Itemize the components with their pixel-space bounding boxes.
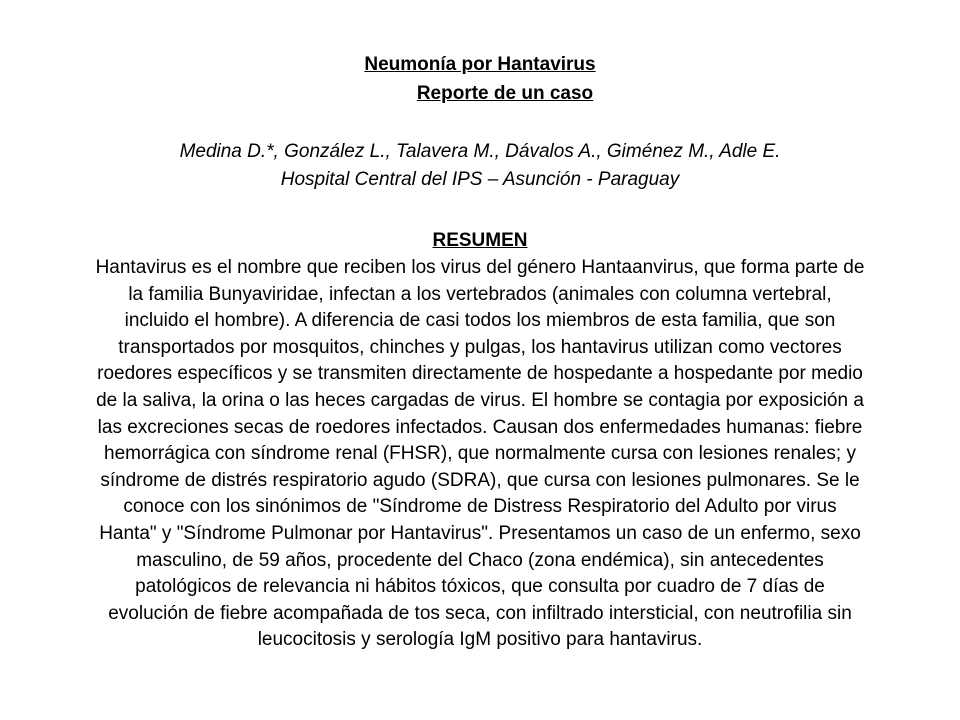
- abstract-line: síndrome de distrés respiratorio agudo (SDRA), que cursa con lesiones pulmonares. Se le: [100, 469, 860, 491]
- author-block: [0, 138, 960, 194]
- abstract-line: las excreciones secas de roedores infectados. Causan dos enfermedades humanas: fiebre: [97, 416, 863, 438]
- abstract-line: transportados por mosquitos, chinches y pulgas, los hantavirus utilizan como vectores: [118, 336, 842, 358]
- abstract-line: incluido el hombre). A diferencia de casi todos los miembros de esta familia, que son: [124, 310, 836, 332]
- abstract-line: Hanta" y "Síndrome Pulmonar por Hantavirus". Presentamos un caso de un enfermo, sexo: [99, 522, 861, 544]
- section-heading: RESUMEN: [432, 230, 528, 251]
- title-block: [0, 52, 960, 107]
- abstract-line: roedores específicos y se transmiten directamente de hospedante a hospedante por medio: [97, 363, 863, 385]
- abstract-line: patológicos de relevancia ni hábitos tóxicos, que consulta por cuadro de 7 días de: [135, 576, 825, 598]
- authors-line: Medina D.*, González L., Talavera M., Dávalos A., Giménez M., Adle E.: [179, 141, 781, 162]
- document-subtitle: Reporte de un caso: [416, 83, 594, 104]
- abstract-line: la familia Bunyaviridae, infectan a los vertebrados (animales con columna vertebral,: [128, 283, 832, 305]
- abstract-line: evolución de fiebre acompañada de tos seca, con infiltrado intersticial, con neutrofilia sin: [108, 602, 852, 624]
- affiliation-line: Hospital Central del IPS – Asunción - Paraguay: [280, 169, 680, 190]
- abstract-line: hemorrágica con síndrome renal (FHSR), que normalmente cursa con lesiones renales; y: [104, 443, 856, 465]
- abstract-body: [28, 255, 932, 654]
- abstract-line: Hantavirus es el nombre que reciben los virus del género Hantaanvirus, que forma parte de: [95, 257, 865, 278]
- document-title: Neumonía por Hantavirus: [364, 54, 596, 75]
- abstract-line: conoce con los sinónimos de "Síndrome de Distress Respiratorio del Adulto por virus: [123, 496, 837, 518]
- abstract-line: de la saliva, la orina o las heces cargadas de virus. El hombre se contagia por exposición a: [96, 389, 864, 411]
- abstract-line: leucocitosis y serología IgM positivo para hantavirus.: [257, 629, 703, 651]
- abstract-line: masculino, de 59 años, procedente del Chaco (zona endémica), sin antecedentes: [136, 549, 824, 571]
